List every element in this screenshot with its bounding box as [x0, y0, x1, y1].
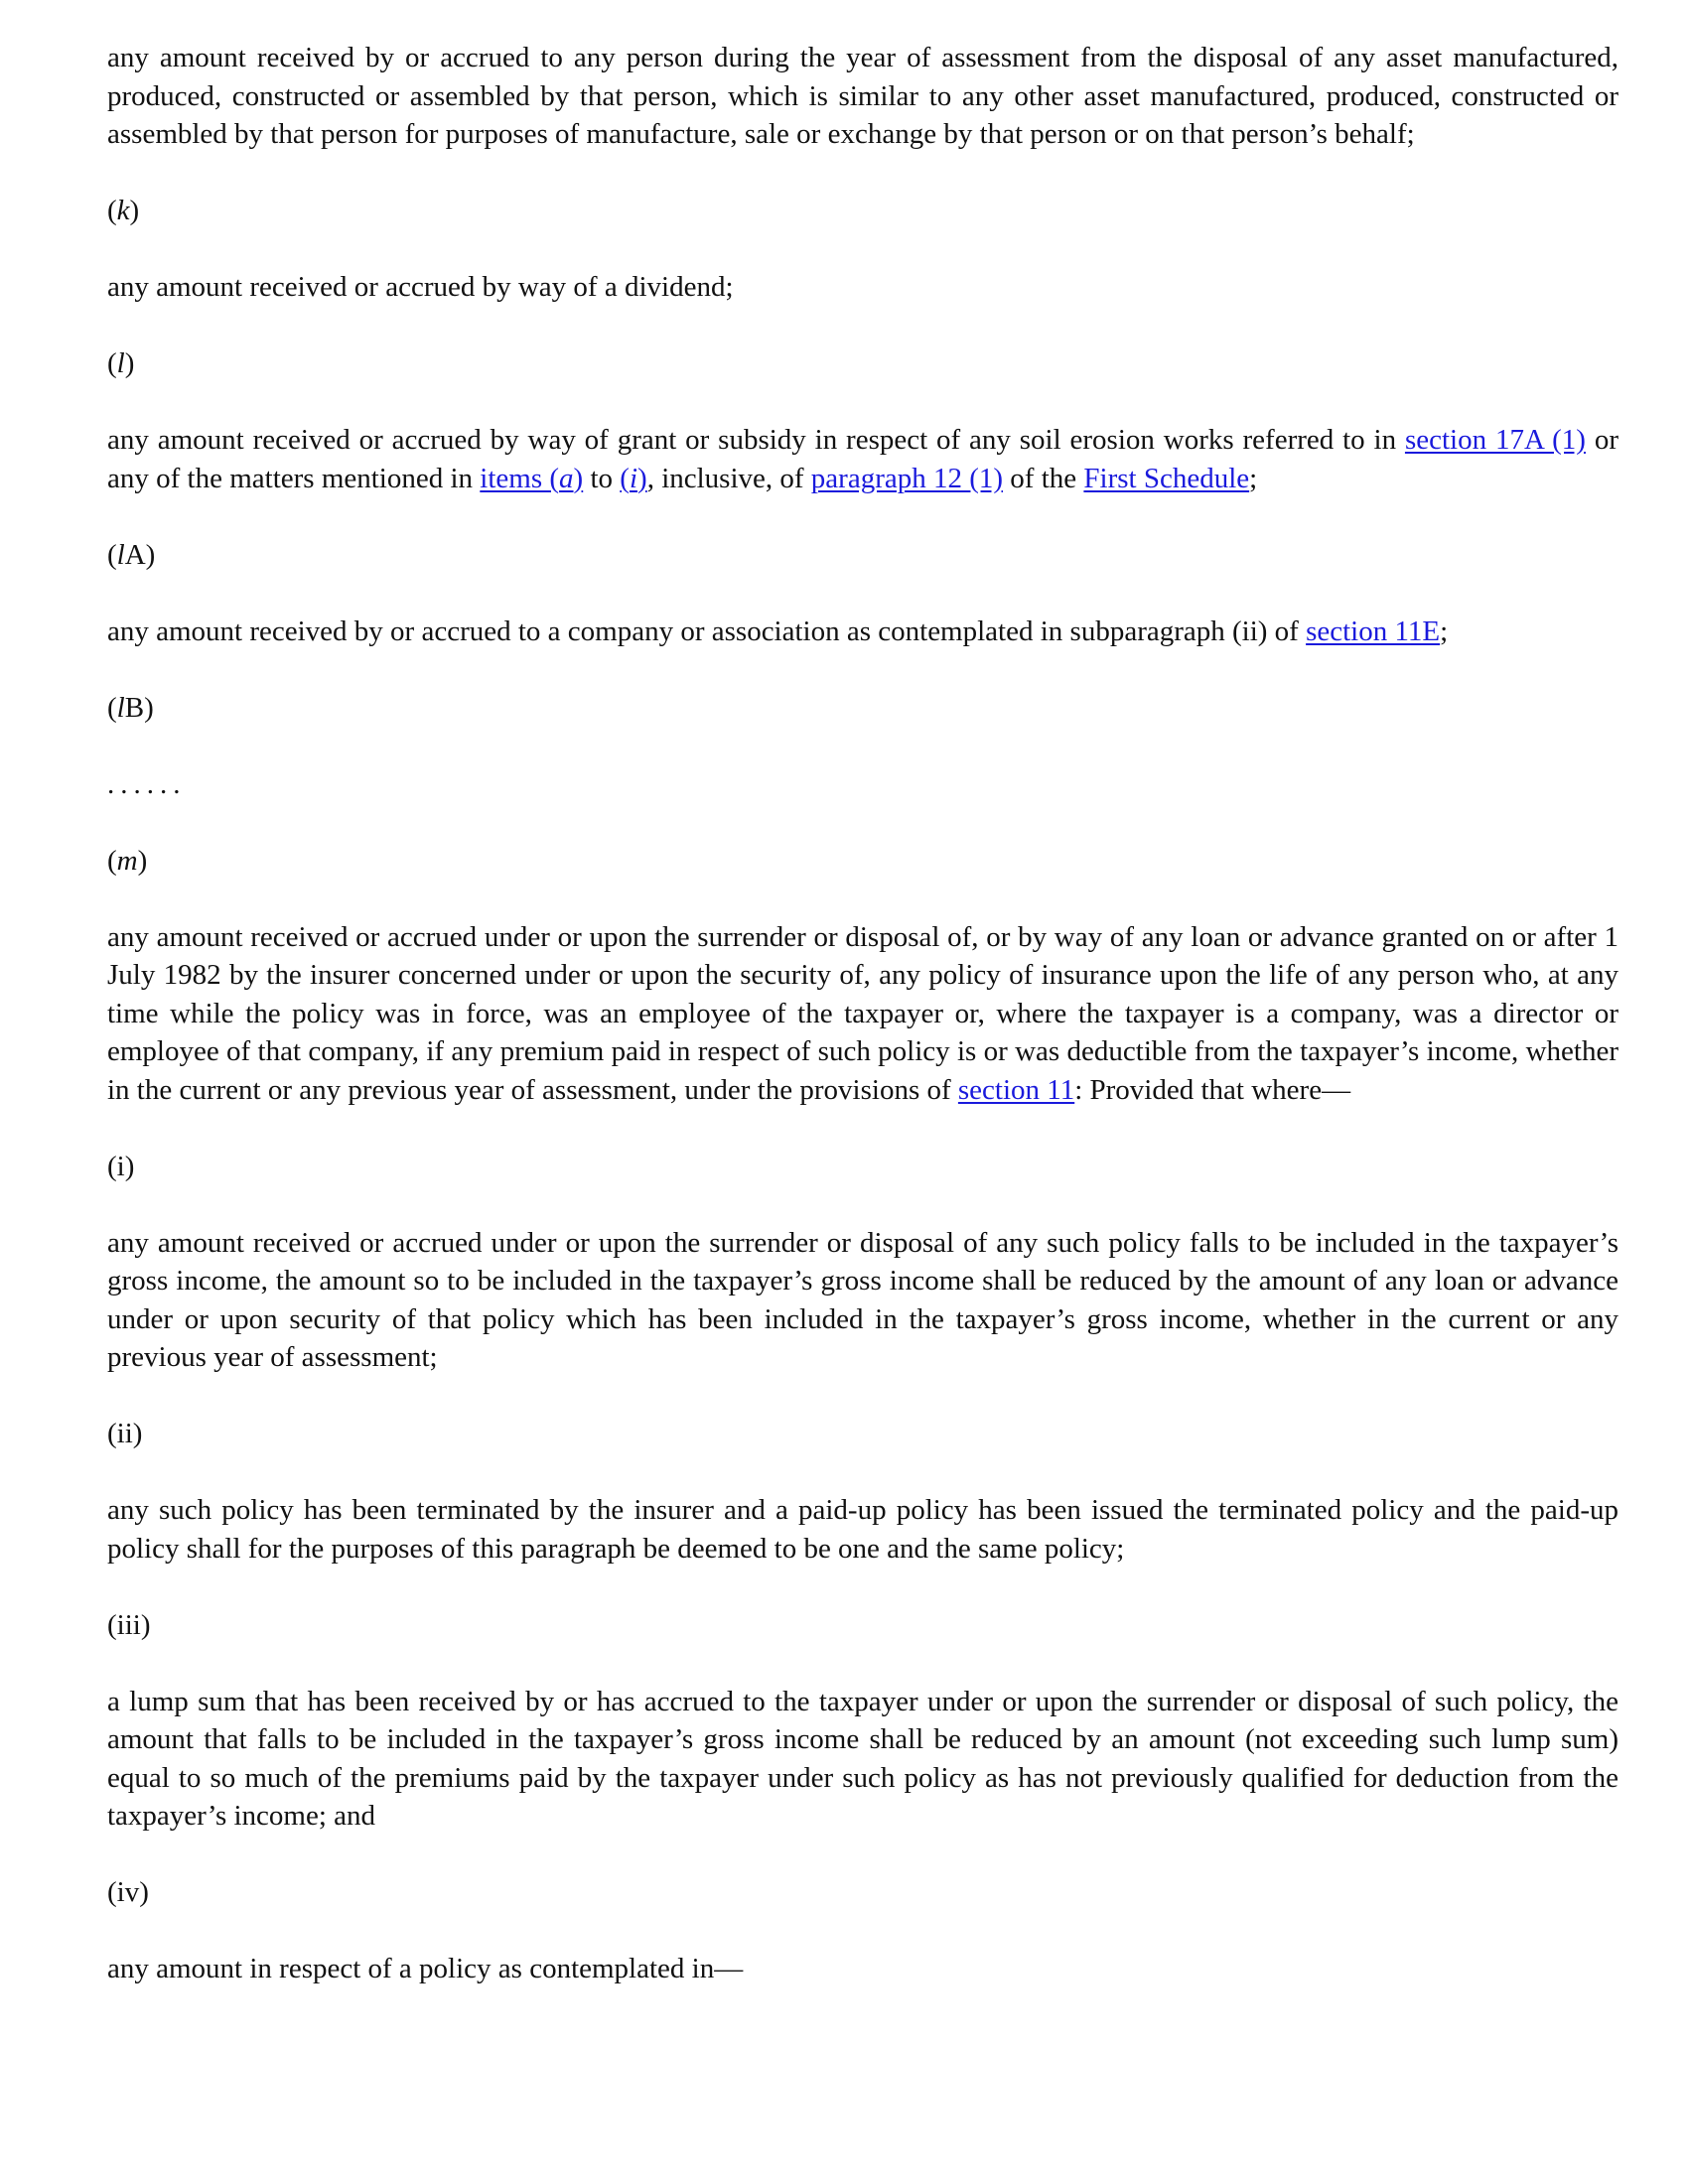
label-la-open: ( — [107, 538, 117, 571]
proviso-text-iv: any amount in respect of a policy as contemplated in— — [107, 1953, 744, 1984]
link-section-17a-1[interactable]: section 17A (1) — [1404, 424, 1586, 456]
label-m-close: ) — [137, 844, 148, 877]
paragraph-l-text-5: of the — [1003, 462, 1084, 494]
paragraph-j-continuation: any amount received by or accrued to any person during the year of assessment from the disposal of any asset manufactured, produced, constructed or assembled by that person, which is similar to any other asset manufactured, produced, constructed or assembled by that person for purposes of manufacture, sale or exchange by that person or on that person’s behalf; — [107, 42, 1618, 150]
paragraph-m-text-1: any amount received or accrued under or upon the surrender or disposal of, or by way of any loan or advance granted on or after 1 July 1982 by the insurer concerned under or upon the security of, any policy of insurance upon the life of any person who, at any time while the policy was in force, was an employee of the taxpayer or, where the taxpayer is a company, was a director or employee of that company, if any premium paid in respect of such policy is or was deductible from the taxpayer’s income, whether in the current or any previous year of assessment, under the provisions of — [107, 920, 1618, 1106]
label-m-letter: m — [116, 844, 138, 877]
link-items-a-letter: a — [559, 462, 574, 494]
proviso-text-iii: a lump sum that has been received by or has accrued to the taxpayer under or upon the surrender or disposal of such policy, the amount that falls to be included in the taxpayer’s gross income shall be reduced by an amount (not exceeding such lump sum) equal to so much of the premiums paid by the taxpayer under such policy as has not previously qualified for deduction from the taxpayer’s income; and — [107, 1685, 1618, 1832]
label-k-close: ) — [129, 195, 140, 226]
link-paragraph-12-1[interactable]: paragraph 12 (1) — [810, 462, 1004, 494]
document-page — [107, 39, 1618, 2026]
label-lb-letter: l — [116, 691, 125, 724]
link-items-a[interactable] — [480, 463, 583, 494]
paragraph-l-text-6: ; — [1249, 462, 1258, 494]
link-section-11[interactable]: section 11 — [957, 1073, 1075, 1106]
link-item-i[interactable] — [620, 463, 646, 494]
label-la-letter: l — [116, 538, 125, 571]
paragraph-la — [107, 613, 1618, 651]
proviso-text-ii: any such policy has been terminated by the insurer and a paid-up policy has been issued the terminated policy and the paid-up policy shall for the purposes of this paragraph be deemed to be one and the same policy; — [107, 1494, 1618, 1565]
paragraph-l-text-4: , inclusive, of — [646, 462, 811, 494]
label-la-rest: A) — [124, 538, 156, 571]
link-items-a-prefix: items ( — [480, 462, 560, 494]
link-items-a-suffix: ) — [573, 462, 584, 494]
label-lb — [107, 689, 1618, 728]
proviso-label-i: (i) — [107, 1150, 135, 1182]
label-l-open: ( — [107, 347, 117, 379]
proviso-label-ii: (ii) — [107, 1418, 143, 1449]
label-k — [107, 192, 1618, 230]
paragraph-l-text-2: or any of the matters mentioned in — [107, 424, 1618, 494]
link-item-i-letter: i — [629, 462, 638, 494]
label-la — [107, 536, 1618, 575]
label-l — [107, 344, 1618, 383]
label-m — [107, 842, 1618, 881]
paragraph-m-text-2: : Provided that where— — [1074, 1073, 1351, 1106]
label-lb-rest: B) — [124, 691, 154, 724]
paragraph-k: any amount received or accrued by way of a dividend; — [107, 271, 734, 303]
link-first-schedule[interactable]: First Schedule — [1083, 462, 1250, 494]
paragraph-l-text-3: to — [583, 462, 621, 494]
label-k-open: ( — [107, 195, 117, 226]
label-m-open: ( — [107, 844, 117, 877]
link-item-i-close: ) — [637, 462, 647, 494]
proviso-label-iii: (iii) — [107, 1608, 151, 1641]
proviso-text-i: any amount received or accrued under or upon the surrender or disposal of any such policy falls to be included in the taxpayer’s gross income, the amount so to be included in the taxpayer’s gross income shall be reduced by the amount of any loan or advance under or upon security of that policy which has been included in the taxpayer’s gross income, whether in the current or any previous year of assessment; — [107, 1226, 1618, 1373]
link-section-11e[interactable]: section 11E — [1306, 614, 1441, 647]
label-l-letter: l — [116, 347, 125, 379]
paragraph-m — [107, 918, 1618, 1110]
label-lb-open: ( — [107, 691, 117, 724]
label-l-close: ) — [124, 347, 135, 379]
label-k-letter: k — [116, 195, 130, 226]
paragraph-l — [107, 421, 1618, 497]
proviso-label-iv: (iv) — [107, 1876, 149, 1908]
paragraph-la-text-1: any amount received by or accrued to a company or association as contemplated in subparagraph (ii) of — [107, 614, 1307, 647]
link-item-i-open: ( — [620, 462, 630, 494]
omitted-text-dots: ...... — [107, 767, 187, 800]
paragraph-l-text-1: any amount received or accrued by way of grant or subsidy in respect of any soil erosion works referred to in — [107, 424, 1405, 456]
paragraph-la-text-2: ; — [1440, 614, 1449, 647]
